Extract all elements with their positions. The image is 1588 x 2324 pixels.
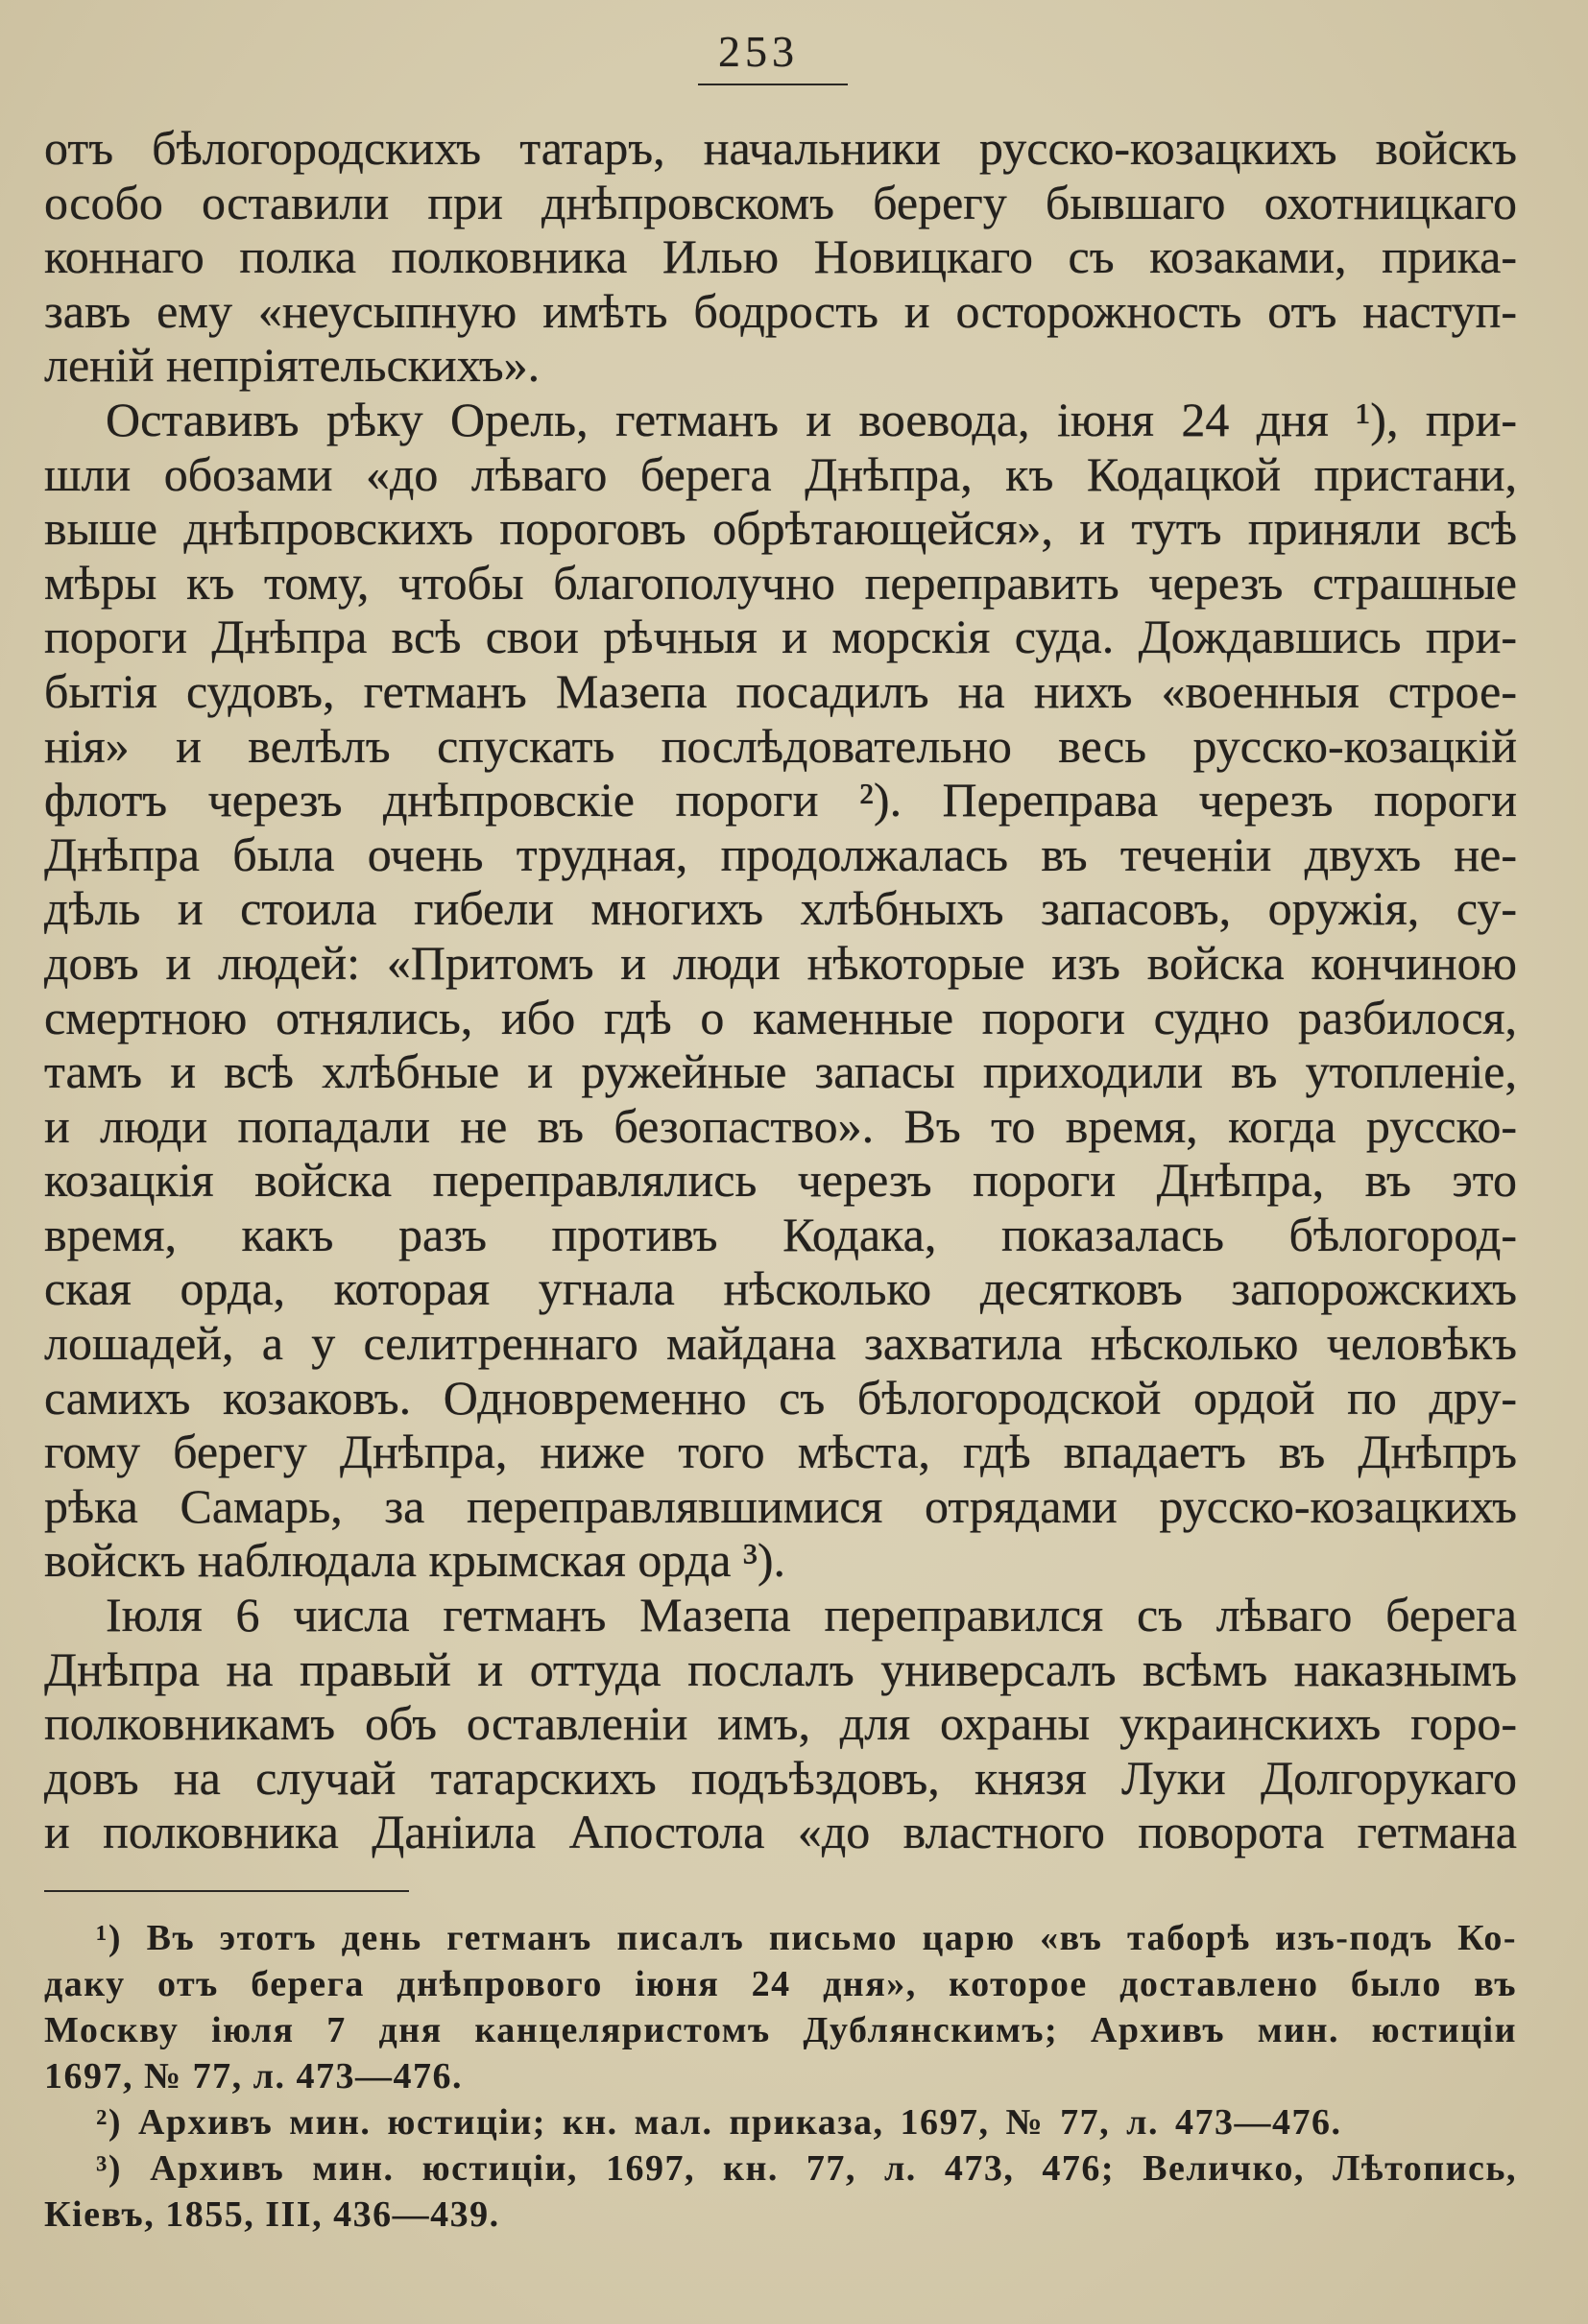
footnote-line: Кіевъ, 1855, III, 436—439. — [44, 2194, 500, 2235]
text-line: Оставивъ рѣку Орель, гетманъ и воевода, іюня 24 дня ¹), при- — [106, 392, 1517, 446]
text-line: самихъ козаковъ. Одновременно съ бѣлогородской ордой по дру- — [44, 1370, 1517, 1425]
page-number: 253 — [718, 27, 799, 76]
text-line: лошадей, а у селитреннаго майдана захватила нѣсколько человѣкъ — [44, 1316, 1517, 1371]
footnote-line: 1697, № 77, л. 473—476. — [44, 2056, 464, 2096]
paragraph-continued — [44, 121, 1517, 393]
text-line: козацкія войска переправлялись черезъ пороги Днѣпра, въ это — [44, 1153, 1517, 1208]
text-line: флотъ черезъ днѣпровскіе пороги ²). Переправа черезъ пороги — [44, 773, 1517, 827]
text-line: довъ и людей: «Притомъ и люди нѣкоторые изъ войска кончиною — [44, 935, 1517, 990]
footnote-line: ³) Архивъ мин. юстиціи, 1697, кн. 77, л. 473, 476; Величко, Лѣтопись, — [96, 2148, 1517, 2189]
text-line: Іюля 6 числа гетманъ Мазепа переправился съ лѣваго берега — [106, 1588, 1517, 1642]
text-line: тамъ и всѣ хлѣбные и ружейные запасы приходили въ утопленіе, — [44, 1044, 1517, 1099]
text-line: леній непріятельскихъ». — [44, 338, 541, 393]
text-line: выше днѣпровскихъ пороговъ обрѣтающейся», и тутъ приняли всѣ — [44, 501, 1517, 556]
text-line: нія» и велѣлъ спускать послѣдовательно весь русско-козацкій — [44, 718, 1517, 773]
footnote-line: ²) Архивъ мин. юстиціи; кн. мал. приказа, 1697, № 77, л. 473—476. — [96, 2102, 1342, 2143]
text-line: отъ бѣлогородскихъ татаръ, начальники русско-козацкихъ войскъ — [44, 121, 1517, 175]
text-line: гому берегу Днѣпра, ниже того мѣста, гдѣ впадаетъ въ Днѣпръ — [44, 1425, 1517, 1479]
main-text — [44, 121, 1517, 1859]
footnote-rule — [44, 1890, 409, 1892]
text-line: смертною отнялись, ибо гдѣ о каменные пороги судно разбилося, — [44, 990, 1517, 1044]
footnote-3 — [44, 2145, 1517, 2238]
footnote-line: Москву іюля 7 дня канцеляристомъ Дублянскимъ; Архивъ мин. юстиціи — [44, 2010, 1517, 2050]
text-line: дѣль и стоила гибели многихъ хлѣбныхъ запасовъ, оружія, су- — [44, 881, 1517, 936]
text-line: довъ на случай татарскихъ подъѣздовъ, князя Луки Долгорукаго — [44, 1750, 1517, 1805]
text-line: мѣры къ тому, чтобы благополучно переправить черезъ страшные — [44, 555, 1517, 610]
footnote-1 — [44, 1915, 1517, 2099]
footnotes — [44, 1915, 1517, 2238]
text-line: завъ ему «неусыпную имѣть бодрость и осторожность отъ наступ- — [44, 283, 1517, 338]
text-line: ская орда, которая угнала нѣсколько десятковъ запорожскихъ — [44, 1261, 1517, 1316]
footnote-2 — [44, 2099, 1517, 2145]
footnote-line: ¹) Въ этотъ день гетманъ писалъ письмо царю «въ таборѣ изъ-подъ Ко- — [96, 1918, 1517, 1958]
text-line: шли обозами «до лѣваго берега Днѣпра, къ Кодацкой пристани, — [44, 446, 1517, 501]
page-number-rule — [698, 84, 848, 85]
paragraph — [44, 1588, 1517, 1859]
text-line: Днѣпра была очень трудная, продолжалась въ теченіи двухъ не- — [44, 827, 1517, 881]
text-line: пороги Днѣпра всѣ свои рѣчныя и морскія суда. Дождавшись при- — [44, 610, 1517, 664]
text-line: время, какъ разъ противъ Кодака, показалась бѣлогород- — [44, 1207, 1517, 1261]
text-line: особо оставили при днѣпровскомъ берегу бывшаго охотницкаго — [44, 175, 1517, 229]
text-line: войскъ наблюдала крымская орда ³). — [44, 1533, 786, 1588]
text-line: коннаго полка полковника Илью Новицкаго съ козаками, прика- — [44, 229, 1517, 284]
text-line: рѣка Самарь, за переправлявшимися отрядами русско-козацкихъ — [44, 1478, 1517, 1533]
text-line: и люди попадали не въ безопаство». Въ то время, когда русско- — [44, 1098, 1517, 1153]
text-line: Днѣпра на правый и оттуда послалъ универсалъ всѣмъ наказнымъ — [44, 1641, 1517, 1696]
paragraph — [44, 393, 1517, 1588]
text-line: полковникамъ объ оставленіи имъ, для охраны украинскихъ горо- — [44, 1696, 1517, 1751]
text-line: и полковника Даніила Апостола «до властного поворота гетмана — [44, 1805, 1517, 1859]
text-line: бытія судовъ, гетманъ Мазепа посадилъ на нихъ «военныя строе- — [44, 663, 1517, 718]
footnote-line: даку отъ берега днѣпрового іюня 24 дня», которое доставлено было въ — [44, 1964, 1517, 2004]
